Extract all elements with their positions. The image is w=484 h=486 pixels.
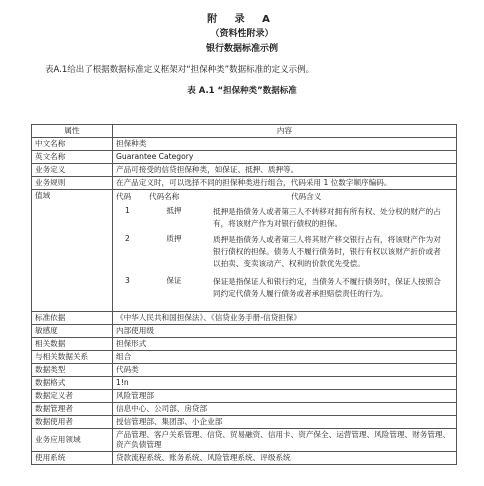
row-attr: 数据定义者 <box>32 390 113 403</box>
domain-item-name: 保证 <box>166 276 182 285</box>
row-content: Guarantee Category <box>113 151 457 164</box>
row-attr: 数据类型 <box>32 364 113 377</box>
table-row <box>32 452 457 465</box>
row-attr: 值域 <box>32 190 113 312</box>
row-attr: 业务定义 <box>32 164 113 177</box>
row-content: 产品管理、客户关系管理、信贷、贸易融资、信用卡、资产保全、运营管理、风险管理、财务管理、资产负债管理 <box>113 429 457 452</box>
domain-header-name: 代码名称 <box>149 192 180 201</box>
appendix-title: 附 录 A <box>207 14 277 25</box>
appendix-header <box>0 12 484 57</box>
table-row <box>32 312 457 325</box>
table-row <box>32 138 457 151</box>
row-content: 担保种类 <box>113 138 457 151</box>
row-attr: 使用系统 <box>32 452 113 465</box>
domain-cell <box>113 190 457 312</box>
table-row <box>32 338 457 351</box>
row-attr: 业务应用领域 <box>32 429 113 452</box>
table-row <box>32 377 457 390</box>
domain-item-code: 2 <box>125 234 130 243</box>
row-attr: 业务规则 <box>32 177 113 190</box>
domain-item-name: 质押 <box>166 234 182 243</box>
domain-item-meaning: 质押是指债务人或者第三人将其财产移交银行占有，将该财产作为对银行债权的担保。债务人不履行债务时，银行有权以该财产折价或者以拍卖、变卖该动产、权利的价款优先受偿。 <box>213 235 441 268</box>
domain-item-code: 3 <box>125 276 130 285</box>
domain-header-meaning: 代码含义 <box>291 192 322 201</box>
row-content: 在产品定义时，可以选择不同的担保种类进行组合，代码采用 1 位数字顺序编码。 <box>113 177 457 190</box>
row-content: 风险管理部 <box>113 390 457 403</box>
row-attr: 敏感度 <box>32 325 113 338</box>
row-content: 1!n <box>113 377 457 390</box>
table-row <box>32 403 457 416</box>
domain-item-code: 1 <box>125 206 130 215</box>
row-content: 担保形式 <box>113 338 457 351</box>
row-content: 贷款流程系统、账务系统、风险管理系统、评级系统 <box>113 452 457 465</box>
row-attr: 标准依据 <box>32 312 113 325</box>
domain-subtable <box>113 190 456 311</box>
row-attr: 相关数据 <box>32 338 113 351</box>
table-row <box>32 390 457 403</box>
row-content: 内部使用级 <box>113 325 457 338</box>
row-content: 信息中心、公司部、房贷部 <box>113 403 457 416</box>
row-content: 产品可接受的信贷担保种类，如保证、抵押、质押等。 <box>113 164 457 177</box>
table-row <box>32 429 457 452</box>
table-header-row <box>32 125 457 138</box>
table-row <box>32 177 457 190</box>
table-row <box>32 351 457 364</box>
row-attr: 英文名称 <box>32 151 113 164</box>
table-caption: 表 A.1 “担保种类”数据标准 <box>187 86 297 96</box>
row-content: 授信管理部、集团部、小企业部 <box>113 416 457 429</box>
table-row <box>32 416 457 429</box>
appendix-name: 银行数据标准示例 <box>205 44 278 54</box>
row-content: 代码类 <box>113 364 457 377</box>
domain-header-code: 代码 <box>116 192 132 201</box>
table-row-domain <box>32 190 457 312</box>
row-attr: 中文名称 <box>32 138 113 151</box>
appendix-subtitle: （资料性附录） <box>210 29 274 39</box>
header-content: 内容 <box>113 125 457 138</box>
row-attr: 数据使用者 <box>32 416 113 429</box>
data-standard-table <box>31 124 457 465</box>
row-content: 《中华人民共和国担保法》、《信贷业务手册-信贷担保》 <box>113 312 457 325</box>
table-row <box>32 151 457 164</box>
row-content: 组合 <box>113 351 457 364</box>
intro-paragraph: 表A.1给出了根据数据标准定义框架对“担保种类”数据标准的定义示例。 <box>45 65 315 75</box>
row-attr: 数据格式 <box>32 377 113 390</box>
row-attr: 与相关数据关系 <box>32 351 113 364</box>
domain-item-meaning: 抵押是指债务人或者第三人不转移对拥有所有权、处分权的财产的占有，将该财产作为对银行债权的担保。 <box>213 207 441 228</box>
domain-item-meaning: 保证是指保证人和银行约定，当债务人不履行债务时，保证人按照合同约定代债务人履行债务或者承担赔偿责任的行为。 <box>213 277 441 298</box>
domain-item-name: 抵押 <box>166 206 182 215</box>
table-row <box>32 364 457 377</box>
table-row <box>32 164 457 177</box>
row-attr: 数据管理者 <box>32 403 113 416</box>
header-attr: 属性 <box>32 125 113 138</box>
table-row <box>32 325 457 338</box>
